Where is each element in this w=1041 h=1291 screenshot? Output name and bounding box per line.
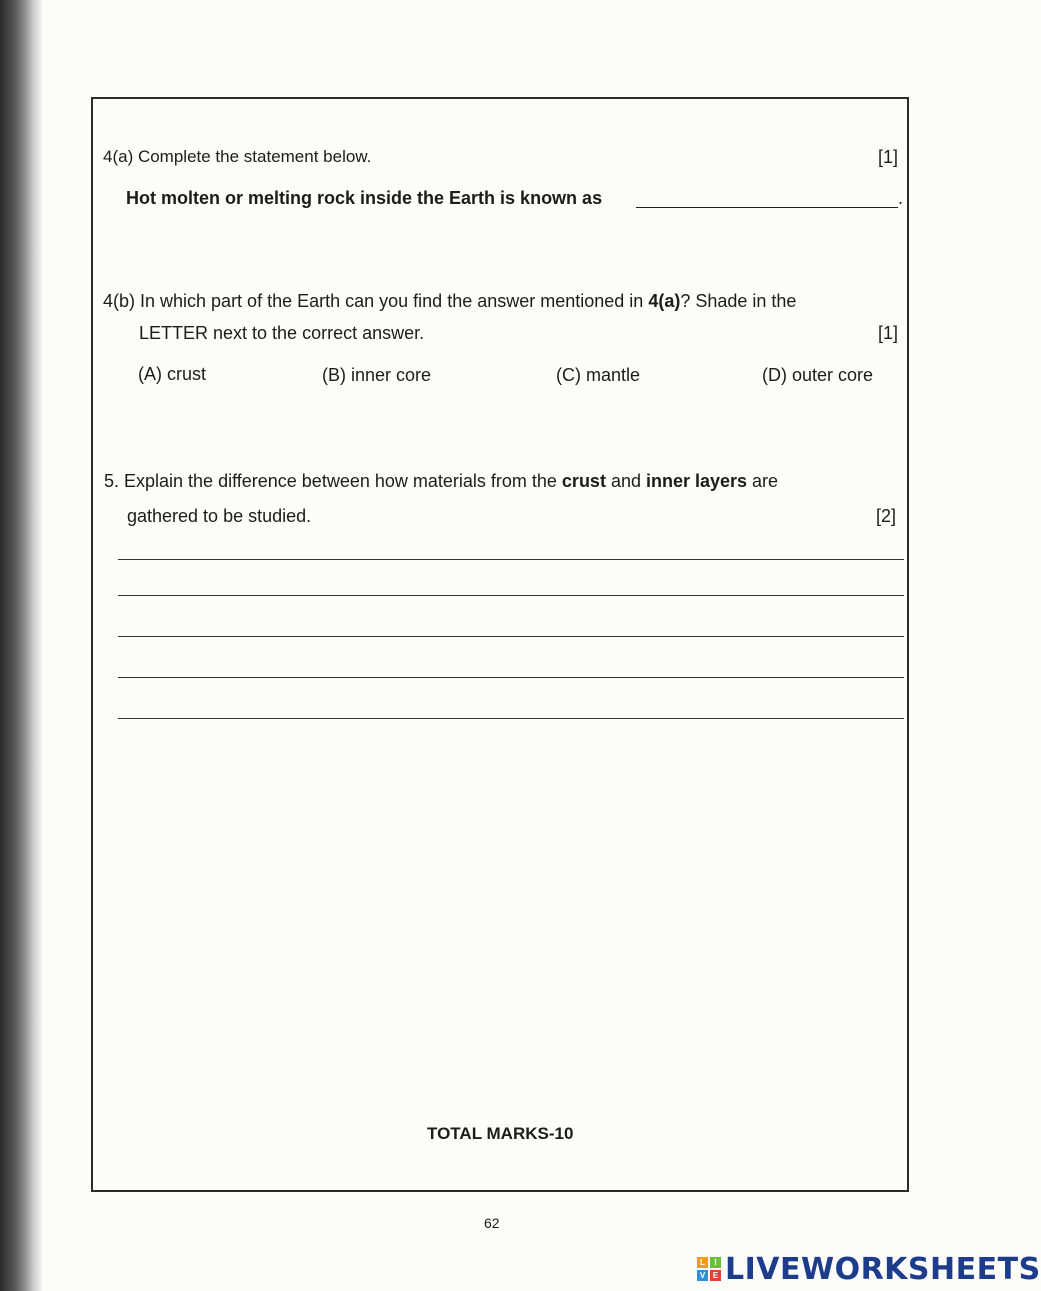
q4a-statement: Hot molten or melting rock inside the Earth is known as [126,188,603,208]
q4b-option-d[interactable]: (D) outer core [762,365,874,385]
q4b-reference: 4(a) [648,291,681,311]
q4b-marks: [1] [878,323,899,343]
total-marks: TOTAL MARKS-10 [427,1124,574,1143]
q5-answer-line[interactable] [118,595,904,596]
q5-answer-line[interactable] [118,559,904,560]
q4b-option-a[interactable]: (A) crust [138,364,207,384]
q5-answer-line[interactable] [118,636,904,637]
q4b-option-c[interactable]: (C) mantle [556,365,641,385]
q4b-option-b[interactable]: (B) inner core [322,365,432,385]
liveworksheets-logo [697,1253,1041,1285]
q4b-line1-text: 4(b) In which part of the Earth can you find the answer mentioned in [103,291,649,311]
book-binding-shadow [0,0,42,1291]
q4a-prompt: 4(a) Complete the statement below. [103,147,372,166]
q5-answer-line[interactable] [118,677,904,678]
q4a-marks: [1] [878,147,899,167]
q4a-answer-blank[interactable] [636,207,898,208]
logo-letter: E [710,1270,721,1281]
liveworksheets-logo-icon [697,1257,721,1281]
logo-letter: L [697,1257,708,1268]
q5-text-2: and [605,471,646,491]
page-number: 62 [484,1215,500,1231]
q4b-line1 [103,290,796,312]
q5-text-1: 5. Explain the difference between how materials from the [104,471,562,491]
q4a-period: . [898,188,904,208]
q5-keyword-inner-layers: inner layers [645,471,748,491]
q5-answer-line[interactable] [118,718,904,719]
liveworksheets-wordmark: LIVEWORKSHEETS [725,1251,1041,1287]
q4b-line2: LETTER next to the correct answer. [139,323,425,343]
q5-keyword-crust: crust [561,471,606,491]
q5-line1 [104,470,778,492]
q4b-line1-end: ? Shade in the [680,291,797,311]
question-box [91,97,909,1192]
q5-text-3: are [747,471,779,491]
logo-letter: V [697,1270,708,1281]
logo-letter: I [710,1257,721,1268]
q5-marks: [2] [876,506,897,526]
q5-line2: gathered to be studied. [127,506,312,526]
